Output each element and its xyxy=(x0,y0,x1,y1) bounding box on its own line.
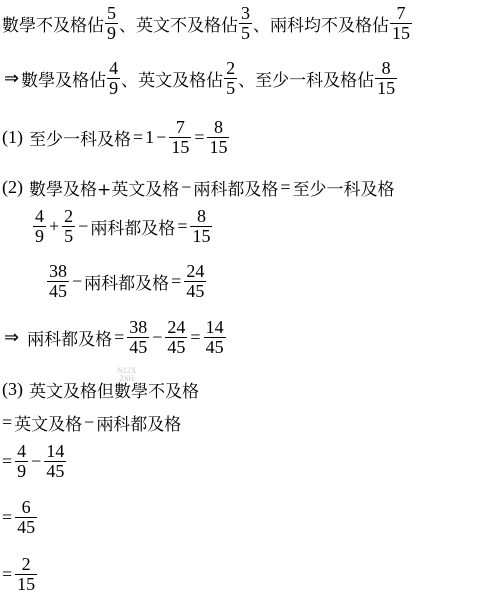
equals-sign: = xyxy=(2,450,13,471)
denominator: 9 xyxy=(17,460,27,481)
denominator: 15 xyxy=(17,573,36,594)
watermark-line: Z6H xyxy=(119,374,135,383)
line-12 xyxy=(2,555,38,594)
numerator: 7 xyxy=(175,117,185,137)
fraction xyxy=(62,207,75,246)
denominator: 45 xyxy=(49,280,67,301)
equals-sign: = xyxy=(171,270,182,291)
text: 兩科都及格 xyxy=(96,415,182,435)
denominator: 45 xyxy=(17,516,36,537)
numerator: 8 xyxy=(196,206,206,226)
equals-sign: = xyxy=(114,326,125,347)
numerator: 38 xyxy=(49,261,67,281)
numerator: 4 xyxy=(35,206,44,226)
denominator: 5 xyxy=(241,22,250,43)
numerator: 3 xyxy=(241,3,250,23)
fraction xyxy=(190,207,212,246)
minus-sign: − xyxy=(31,450,42,471)
text: 兩科都及格 xyxy=(27,329,113,350)
text: 數學不及格佔 xyxy=(2,15,104,36)
denominator: 45 xyxy=(129,336,148,357)
text: 英文及格 xyxy=(14,415,83,435)
fraction xyxy=(204,318,226,357)
line-2 xyxy=(2,59,398,98)
numerator: 24 xyxy=(186,261,205,281)
numerator: 2 xyxy=(21,554,31,574)
watermark xyxy=(117,367,137,383)
implies-arrow: ⇒ xyxy=(4,67,20,88)
equals-sign: = xyxy=(2,563,13,584)
denominator: 45 xyxy=(46,460,65,481)
equals-sign: = xyxy=(133,126,144,147)
fraction xyxy=(184,262,206,301)
numerator: 24 xyxy=(167,317,186,337)
fraction xyxy=(44,442,66,481)
numerator: 6 xyxy=(21,497,31,517)
denominator: 15 xyxy=(192,225,211,246)
part-label: (1) xyxy=(2,126,23,147)
plus-sign: + xyxy=(49,215,60,236)
line-5 xyxy=(32,207,213,246)
equals-sign: = xyxy=(280,177,291,197)
fraction xyxy=(390,4,412,43)
text: 數學及格佔 xyxy=(21,70,107,91)
fraction xyxy=(15,498,37,537)
fraction xyxy=(207,118,229,157)
denominator: 15 xyxy=(392,22,410,43)
denominator: 15 xyxy=(171,136,190,157)
denominator: 15 xyxy=(209,136,228,157)
fraction xyxy=(15,555,37,594)
fraction xyxy=(107,59,120,98)
equals-sign: = xyxy=(190,326,201,347)
line-1 xyxy=(2,4,413,43)
numerator: 38 xyxy=(129,317,148,337)
fraction xyxy=(33,207,46,246)
minus-sign: − xyxy=(156,126,167,147)
numerator: 5 xyxy=(107,3,116,23)
text: 兩科都及格 xyxy=(90,218,176,239)
implies-arrow: ⇒ xyxy=(4,326,20,347)
numerator: 14 xyxy=(46,441,65,461)
text: 至少一科及格 xyxy=(292,180,395,200)
line-6 xyxy=(46,262,207,301)
numerator: 14 xyxy=(205,317,224,337)
numerator: 8 xyxy=(381,58,391,78)
line-8 xyxy=(2,374,199,402)
numerator: 7 xyxy=(396,3,406,23)
line-3 xyxy=(2,118,230,157)
fraction xyxy=(375,59,397,98)
part-label: (3) xyxy=(2,379,23,399)
text: 、英文及格佔 xyxy=(121,70,224,91)
fraction xyxy=(169,118,191,157)
minus-sign: − xyxy=(181,177,192,197)
denominator: 5 xyxy=(226,77,236,98)
numerator: 2 xyxy=(226,58,236,78)
line-9 xyxy=(2,410,181,435)
equals-sign: = xyxy=(177,215,188,236)
denominator: 45 xyxy=(186,280,205,301)
line-4 xyxy=(2,175,395,200)
text: 兩科都及格 xyxy=(193,180,279,200)
equals-sign: = xyxy=(194,126,205,147)
numerator: 2 xyxy=(64,206,74,226)
fraction xyxy=(127,318,149,357)
denominator: 15 xyxy=(377,77,396,98)
equals-sign: = xyxy=(2,506,13,527)
denominator: 5 xyxy=(64,225,74,246)
text: 、至少一科及格佔 xyxy=(238,70,375,91)
minus-sign: − xyxy=(78,215,89,236)
denominator: 9 xyxy=(35,225,44,246)
minus-sign: − xyxy=(152,326,163,347)
numerator: 4 xyxy=(17,441,27,461)
fraction xyxy=(239,4,252,43)
denominator: 9 xyxy=(109,77,119,98)
equals-sign: = xyxy=(2,412,13,432)
text: 、英文不及格佔 xyxy=(119,15,238,36)
line-7 xyxy=(2,318,227,357)
part-label: (2) xyxy=(2,177,23,197)
minus-sign: − xyxy=(84,412,95,432)
fraction xyxy=(15,442,28,481)
text: 數學及格+英文及格 xyxy=(29,180,180,200)
fraction xyxy=(47,262,69,301)
denominator: 45 xyxy=(205,336,224,357)
text: 兩科都及格 xyxy=(84,273,170,294)
numerator: 4 xyxy=(109,58,119,78)
line-11 xyxy=(2,498,38,537)
text: 英文及格但數學不及格 xyxy=(29,382,199,402)
denominator: 9 xyxy=(107,22,116,43)
minus-sign: − xyxy=(72,270,83,291)
fraction xyxy=(224,59,237,98)
text: 至少一科及格 xyxy=(29,129,131,150)
numerator: 8 xyxy=(213,117,223,137)
line-10 xyxy=(2,442,67,481)
watermark-line: N12X xyxy=(117,366,137,375)
fraction xyxy=(165,318,187,357)
text: 、兩科均不及格佔 xyxy=(253,15,389,36)
number: 1 xyxy=(145,126,155,147)
fraction xyxy=(105,4,118,43)
denominator: 45 xyxy=(167,336,186,357)
